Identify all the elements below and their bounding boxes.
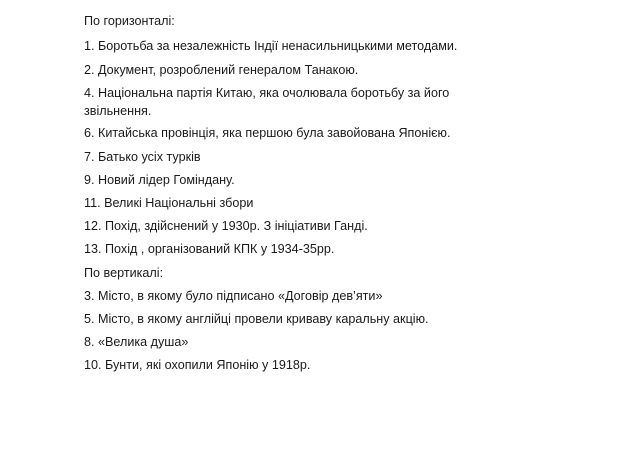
horizontal-clue-6: 6. Китайська провінція, яка першою була завойована Японією.	[84, 126, 451, 140]
horizontal-clue-1: 1. Боротьба за незалежність Індії ненасильницькими методами.	[84, 39, 458, 53]
vertical-clue-10: 10. Бунти, які охопили Японію у 1918р.	[84, 358, 311, 372]
horizontal-clue-4: 4. Національна партія Китаю, яка очолювала боротьбу за його звільнення.	[84, 86, 450, 118]
horizontal-clue-11: 11. Великі Національні збори	[84, 196, 254, 210]
vertical-clue-8: 8. «Велика душа»	[84, 335, 189, 349]
horizontal-clue-12: 12. Похід, здійснений у 1930р. З ініціативи Ганді.	[84, 219, 368, 233]
vertical-clue-3: 3. Місто, в якому було підписано «Договір дев’яти»	[84, 289, 383, 303]
horizontal-heading: По горизонталі:	[84, 14, 175, 28]
horizontal-clue-9: 9. Новий лідер Гоміндану.	[84, 173, 235, 187]
vertical-clue-5: 5. Місто, в якому англійці провели криваву каральну акцію.	[84, 312, 429, 326]
horizontal-clue-13: 13. Похід , організований КПК у 1934-35рр.	[84, 242, 335, 256]
horizontal-clue-7: 7. Батько усіх турків	[84, 150, 201, 164]
vertical-heading: По вертикалі:	[84, 266, 164, 280]
horizontal-clue-2: 2. Документ, розроблений генералом Танакою.	[84, 63, 359, 77]
